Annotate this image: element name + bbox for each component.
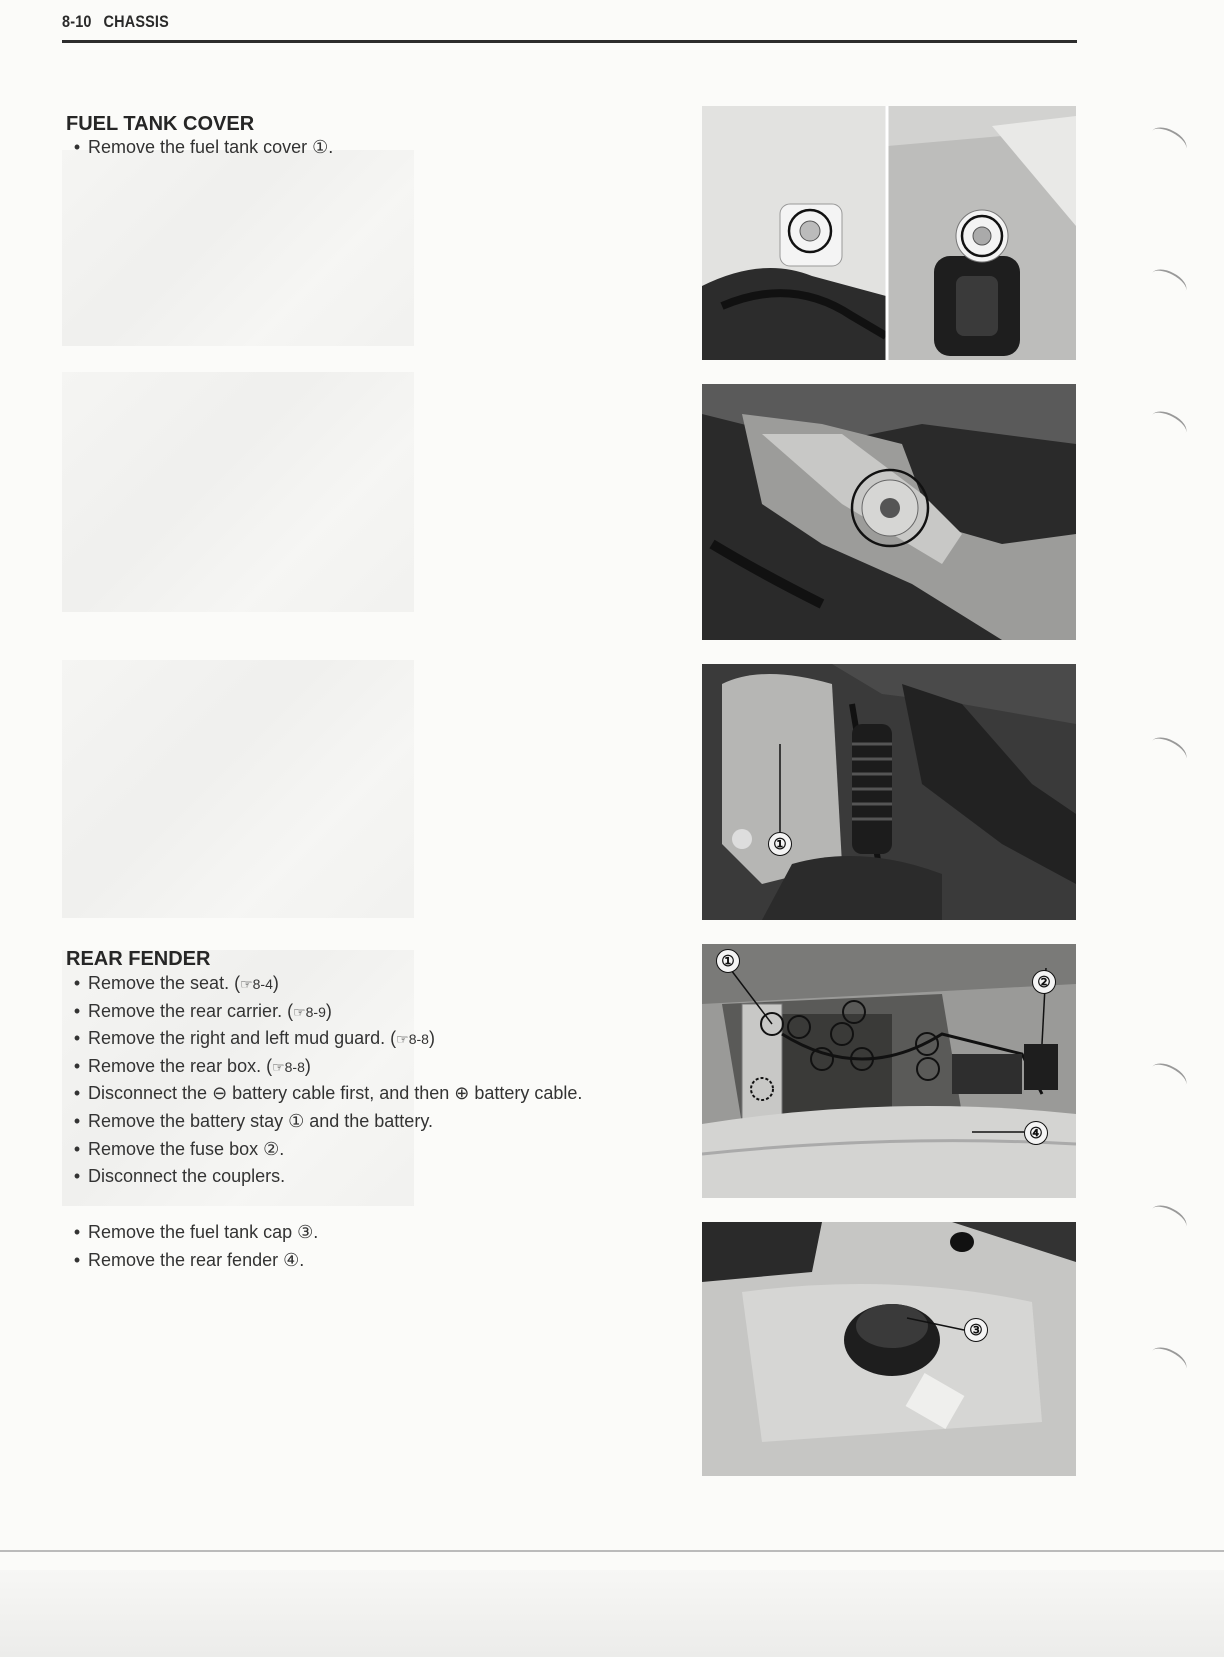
- bleed-through-shadow: [62, 660, 414, 918]
- photo-graphic: [702, 944, 1076, 1198]
- step-item: • Disconnect the ⊖ battery cable first, and then ⊕ battery cable.: [66, 1080, 582, 1108]
- step-item: • Remove the seat. (☞8-4): [66, 970, 582, 998]
- page-ref: ☞8-4: [240, 976, 273, 992]
- step-item: • Remove the fuel tank cover ①.: [66, 134, 333, 162]
- section-name: CHASSIS: [103, 12, 169, 31]
- bleed-through-shadow: [62, 150, 414, 346]
- callout-1: ①: [716, 949, 740, 973]
- step-item: • Remove the rear carrier. (☞8-9): [66, 998, 582, 1026]
- fuel-tank-cover-steps: [66, 134, 333, 162]
- rear-fender-steps: [66, 970, 582, 1191]
- callout-1: ①: [768, 832, 792, 856]
- page-ref: ☞8-8: [396, 1031, 429, 1048]
- photo-fuel-tank-cap: [702, 1222, 1076, 1476]
- step-item: • Remove the right and left mud guard. (☞8-8): [66, 1025, 582, 1053]
- binding-hole-mark: [1148, 122, 1191, 157]
- photo-graphic: [702, 106, 1076, 360]
- binding-hole-mark: [1148, 1200, 1191, 1235]
- photo-fuel-tank-cover-lower-bolt: [702, 384, 1076, 640]
- step-item: • Remove the fuel tank cap ③.: [66, 1219, 318, 1247]
- fuel-tank-cover-title: FUEL TANK COVER: [66, 113, 255, 135]
- rear-fender-title: REAR FENDER: [66, 948, 211, 970]
- photo-graphic: [702, 664, 1076, 920]
- page-number: 8-10: [62, 12, 92, 31]
- binding-hole-mark: [1148, 1058, 1191, 1093]
- photo-battery-compartment: [702, 944, 1076, 1198]
- binding-hole-mark: [1148, 406, 1191, 441]
- page-ref: ☞8-8: [272, 1058, 305, 1075]
- step-item: • Disconnect the couplers.: [66, 1163, 582, 1191]
- photo-graphic: [702, 1222, 1076, 1476]
- step-item: • Remove the battery stay ① and the battery.: [66, 1108, 582, 1136]
- photo-graphic: [702, 384, 1076, 640]
- step-item: • Remove the rear fender ④.: [66, 1247, 318, 1275]
- photo-fuel-tank-cover-bolts: [702, 106, 1076, 360]
- callout-4: ④: [1024, 1121, 1048, 1145]
- callout-2: ②: [1032, 970, 1056, 994]
- page-ref: ☞8-9: [293, 1003, 326, 1020]
- bleed-through-shadow: [62, 372, 414, 612]
- binding-hole-mark: [1148, 1342, 1191, 1377]
- binding-hole-mark: [1148, 732, 1191, 767]
- header-rule: [62, 40, 1077, 43]
- step-item: • Remove the rear box. (☞8-8): [66, 1053, 582, 1081]
- rear-fender-steps-2: [66, 1219, 318, 1274]
- page-header: [62, 12, 169, 32]
- footer-rule: [0, 1550, 1224, 1552]
- step-item: • Remove the fuse box ②.: [66, 1136, 582, 1164]
- callout-3: ③: [964, 1318, 988, 1342]
- binding-hole-mark: [1148, 264, 1191, 299]
- scan-edge-shade: [0, 1570, 1224, 1657]
- photo-fuel-tank-cover-location: [702, 664, 1076, 920]
